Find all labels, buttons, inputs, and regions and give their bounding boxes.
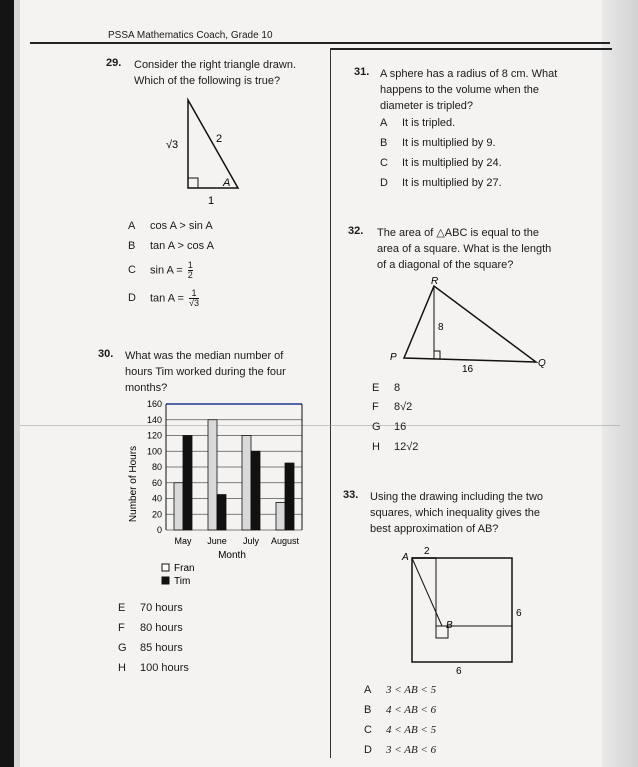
option-letter: D (380, 177, 388, 189)
q29-option-c[interactable] (128, 261, 193, 280)
q29-number: 29. (106, 57, 122, 69)
option-letter: A (128, 220, 136, 232)
chart-bars (174, 420, 294, 530)
x-tick-label: May (174, 536, 192, 546)
option-text: It is multiplied by 9. (402, 137, 496, 149)
y-tick-label: 80 (151, 462, 162, 472)
q33-option-d[interactable] (364, 744, 436, 756)
q32-option-g[interactable] (372, 421, 406, 433)
q31-option-c[interactable] (380, 157, 502, 169)
q32-option-h[interactable] (372, 441, 418, 453)
q30-option-f[interactable] (118, 622, 183, 634)
q31-line-3: diameter is tripled? (380, 100, 473, 112)
vertex-q-label: Q (538, 358, 546, 369)
top-dimension-label: 2 (424, 546, 430, 557)
bar-fran-august (276, 502, 285, 530)
q30-question (125, 348, 286, 396)
option-letter: H (372, 441, 380, 453)
page-header: PSSA Mathematics Coach, Grade 10 (108, 30, 273, 41)
option-text: tan A = (150, 292, 184, 305)
chart-x-ticks (174, 536, 299, 546)
q29-line-1: Consider the right triangle drawn. (134, 59, 297, 71)
option-text: cos A > sin A (150, 220, 213, 232)
q32-option-e[interactable] (372, 382, 400, 394)
option-text: 4 < AB < 6 (386, 704, 437, 716)
x-tick-label: June (207, 536, 227, 546)
q30-number: 30. (98, 348, 114, 360)
option-text: 4 < AB < 5 (386, 724, 437, 736)
q31-question (380, 66, 557, 114)
option-letter: B (128, 240, 136, 252)
x-tick-label: July (242, 536, 260, 546)
q30-option-e[interactable] (118, 602, 183, 614)
bottom-dimension-label: 6 (456, 666, 462, 677)
height-label: 8 (438, 322, 444, 333)
right-angle-mark (434, 351, 440, 359)
option-text: 3 < AB < 5 (386, 684, 437, 696)
fraction-den: 2 (187, 270, 193, 280)
legend-label-tim: Tim (174, 576, 191, 587)
column-top-rule (330, 48, 612, 50)
q33-option-b[interactable] (364, 704, 436, 716)
binding-spine (0, 0, 14, 767)
q31-option-b[interactable] (380, 137, 496, 149)
page-edge (602, 0, 638, 767)
option-letter: D (364, 744, 372, 756)
q32-number: 32. (348, 225, 364, 237)
option-text: sin A = (150, 264, 183, 277)
x-tick-label: August (270, 536, 300, 546)
q33-option-c[interactable] (364, 724, 436, 736)
bar-tim-may (183, 436, 192, 531)
header-rule (30, 42, 610, 44)
binding-shadow (14, 0, 20, 767)
option-text: 70 hours (140, 602, 183, 614)
bar-tim-july (251, 451, 260, 530)
bar-fran-july (242, 436, 251, 531)
option-letter: B (380, 137, 388, 149)
q29-line-2: Which of the following is true? (134, 75, 281, 87)
legend-label-fran: Fran (174, 563, 195, 574)
option-letter: E (372, 382, 380, 394)
option-text: 8 (394, 382, 401, 394)
option-text: 8√2 (394, 401, 413, 413)
vertex-r-label: R (431, 276, 439, 287)
column-divider (330, 48, 331, 758)
bar-fran-may (174, 483, 183, 530)
option-text: 12√2 (394, 441, 419, 453)
side-dimension-label: 6 (516, 608, 522, 619)
q29-triangle-figure (160, 90, 260, 210)
q29-base-label: 1 (208, 195, 215, 207)
option-letter: C (364, 724, 372, 736)
bar-tim-august (285, 463, 294, 530)
q33-option-a[interactable] (364, 684, 436, 696)
segment-ab (412, 558, 442, 626)
option-letter: A (380, 117, 388, 129)
q29-angle-label: A (223, 177, 231, 189)
option-letter: C (128, 264, 136, 277)
option-letter: E (118, 602, 126, 614)
y-tick-label: 0 (156, 525, 162, 535)
q30-option-g[interactable] (118, 642, 183, 654)
q29-option-a[interactable] (128, 220, 213, 232)
q32-option-f[interactable] (372, 401, 412, 413)
q33-line-3: best approximation of AB? (370, 523, 499, 535)
point-b-label: B (446, 620, 453, 631)
q30-option-h[interactable] (118, 662, 189, 674)
option-letter: F (118, 622, 125, 634)
q31-option-a[interactable] (380, 117, 455, 129)
option-text: 100 hours (140, 662, 189, 674)
y-tick-label: 100 (146, 446, 162, 457)
right-angle-mark (188, 178, 198, 188)
fraction-den: √3 (189, 298, 199, 308)
legend-swatch-fran (162, 564, 169, 571)
option-letter: C (380, 157, 388, 169)
q31-line-1: A sphere has a radius of 8 cm. What (380, 68, 558, 80)
hours-bar-chart (118, 396, 318, 596)
q29-hyp-label: 2 (216, 133, 223, 145)
legend-swatch-tim (162, 577, 169, 584)
y-tick-label: 20 (151, 509, 162, 520)
q29-question (134, 57, 296, 89)
option-letter: G (372, 421, 381, 433)
y-tick-label: 60 (151, 477, 162, 488)
chart-x-axis-label: Month (218, 550, 246, 561)
chart-y-ticks (147, 399, 162, 535)
q33-line-2: squares, which inequality gives the (370, 507, 540, 519)
large-square (412, 558, 512, 662)
bar-fran-june (208, 420, 217, 530)
q29-option-b[interactable] (128, 240, 214, 252)
option-text: It is multiplied by 27. (402, 177, 502, 189)
option-text: 85 hours (140, 642, 183, 654)
q31-number: 31. (354, 66, 370, 78)
q30-line-1: What was the median number of (125, 350, 284, 362)
point-a-label: A (402, 552, 409, 563)
q32-line-2: area of a square. What is the length (377, 243, 552, 255)
right-triangle (188, 100, 238, 188)
option-text: 80 hours (140, 622, 183, 634)
option-text: tan A > cos A (150, 240, 214, 252)
q30-line-3: months? (125, 382, 168, 394)
q32-line-3: of a diagonal of the square? (377, 259, 514, 271)
chart-y-axis-label: Number of Hours (128, 445, 139, 523)
page-fold-line (20, 425, 620, 426)
y-tick-label: 40 (151, 493, 162, 504)
q33-line-1: Using the drawing including the two (370, 491, 544, 503)
q31-option-d[interactable] (380, 177, 502, 189)
option-text: 16 (394, 421, 407, 433)
y-tick-label: 120 (146, 430, 162, 441)
q32-question (377, 225, 551, 273)
option-letter: B (364, 704, 372, 716)
y-tick-label: 160 (146, 399, 162, 409)
base-label: 16 (462, 364, 474, 375)
option-text: It is multiplied by 24. (402, 157, 502, 169)
fraction-num: 1 (189, 289, 199, 299)
q30-line-2: hours Tim worked during the four (125, 366, 286, 378)
fraction (189, 289, 199, 308)
y-tick-label: 140 (146, 414, 162, 425)
option-letter: G (118, 642, 127, 654)
option-letter: H (118, 662, 126, 674)
bar-tim-june (217, 495, 226, 530)
option-letter: D (128, 292, 136, 305)
fraction-num: 1 (187, 260, 193, 270)
option-text: 3 < AB < 6 (386, 744, 437, 756)
vertex-p-label: P (390, 352, 397, 363)
option-text: It is tripled. (402, 117, 456, 129)
q32-line-1: The area of △ABC is equal to the (377, 227, 539, 239)
q29-option-d[interactable] (128, 289, 199, 308)
option-letter: F (372, 401, 379, 413)
q33-question (370, 489, 543, 537)
option-letter: A (364, 684, 372, 696)
triangle-pqr (404, 286, 536, 362)
q31-line-2: happens to the volume when the (380, 84, 540, 96)
q29-side-label: √3 (166, 139, 179, 151)
q33-squares-figure (396, 542, 528, 678)
fraction (188, 261, 193, 280)
q33-number: 33. (343, 489, 359, 501)
q32-triangle-figure (384, 274, 554, 378)
